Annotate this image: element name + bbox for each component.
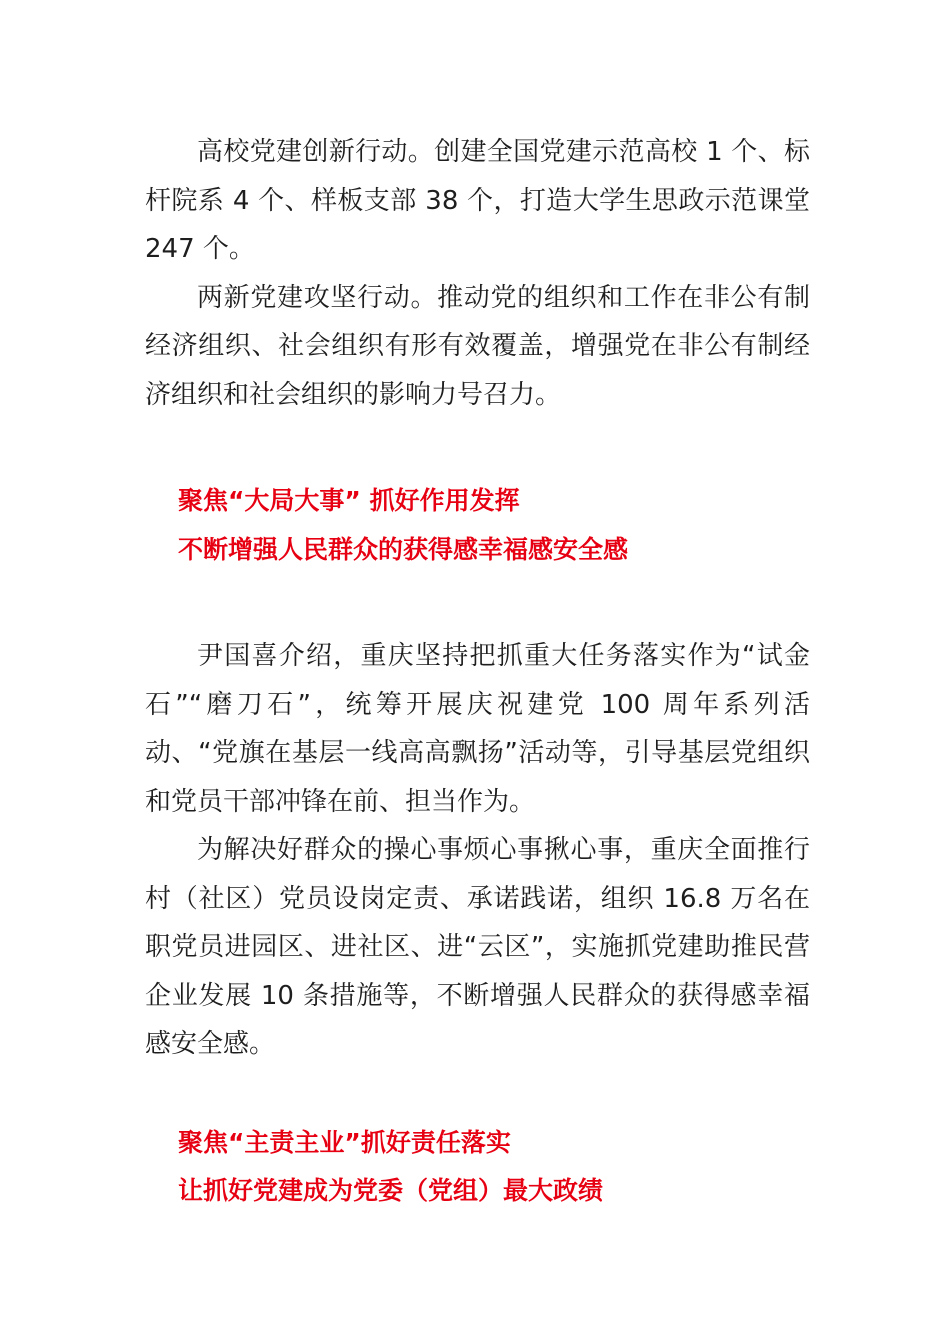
spacer bbox=[145, 1069, 810, 1119]
spacer bbox=[145, 419, 810, 477]
section-heading-1 bbox=[145, 477, 810, 574]
spacer bbox=[145, 574, 810, 632]
section-heading-2-line-2: 让抓好党建成为党委（党组）最大政绩 bbox=[178, 1176, 604, 1205]
section-heading-2-line-1: 聚焦“主责主业”抓好责任落实 bbox=[178, 1127, 511, 1157]
section-heading-1-line-1: 聚焦“大局大事” 抓好作用发挥 bbox=[178, 486, 520, 515]
section-heading-1-line-2: 不断增强人民群众的获得感幸福感安全感 bbox=[178, 534, 629, 564]
paragraph-public-concerns: 为解决好群众的操心事烦心事揪心事，重庆全面推行村（社区）党员设岗定责、承诺践诺，组织 16.8 万名在职党员进园区、进社区、进“云区”，实施抓党建助推民营企业发展 10 条措施等，不断增强人民群众的获得感幸福感安全感。 bbox=[145, 835, 810, 1059]
paragraph-university-party-building: 高校党建创新行动。创建全国党建示范高校 1 个、标杆院系 4 个、样板支部 38 个，打造大学生思政示范课堂 247 个。 bbox=[145, 137, 810, 264]
paragraph-two-new-party-building: 两新党建攻坚行动。推动党的组织和工作在非公有制经济组织、社会组织有形有效覆盖，增强党在非公有制经济组织和社会组织的影响力号召力。 bbox=[145, 282, 810, 410]
paragraph-major-tasks: 尹国喜介绍，重庆坚持把抓重大任务落实作为“试金石”“磨刀石”，统筹开展庆祝建党 100 周年系列活动、“党旗在基层一线高高飘扬”活动等，引导基层党组织和党员干部冲锋在前、担当作为。 bbox=[145, 641, 810, 817]
section-heading-2 bbox=[145, 1119, 810, 1216]
document-page bbox=[145, 128, 810, 1216]
